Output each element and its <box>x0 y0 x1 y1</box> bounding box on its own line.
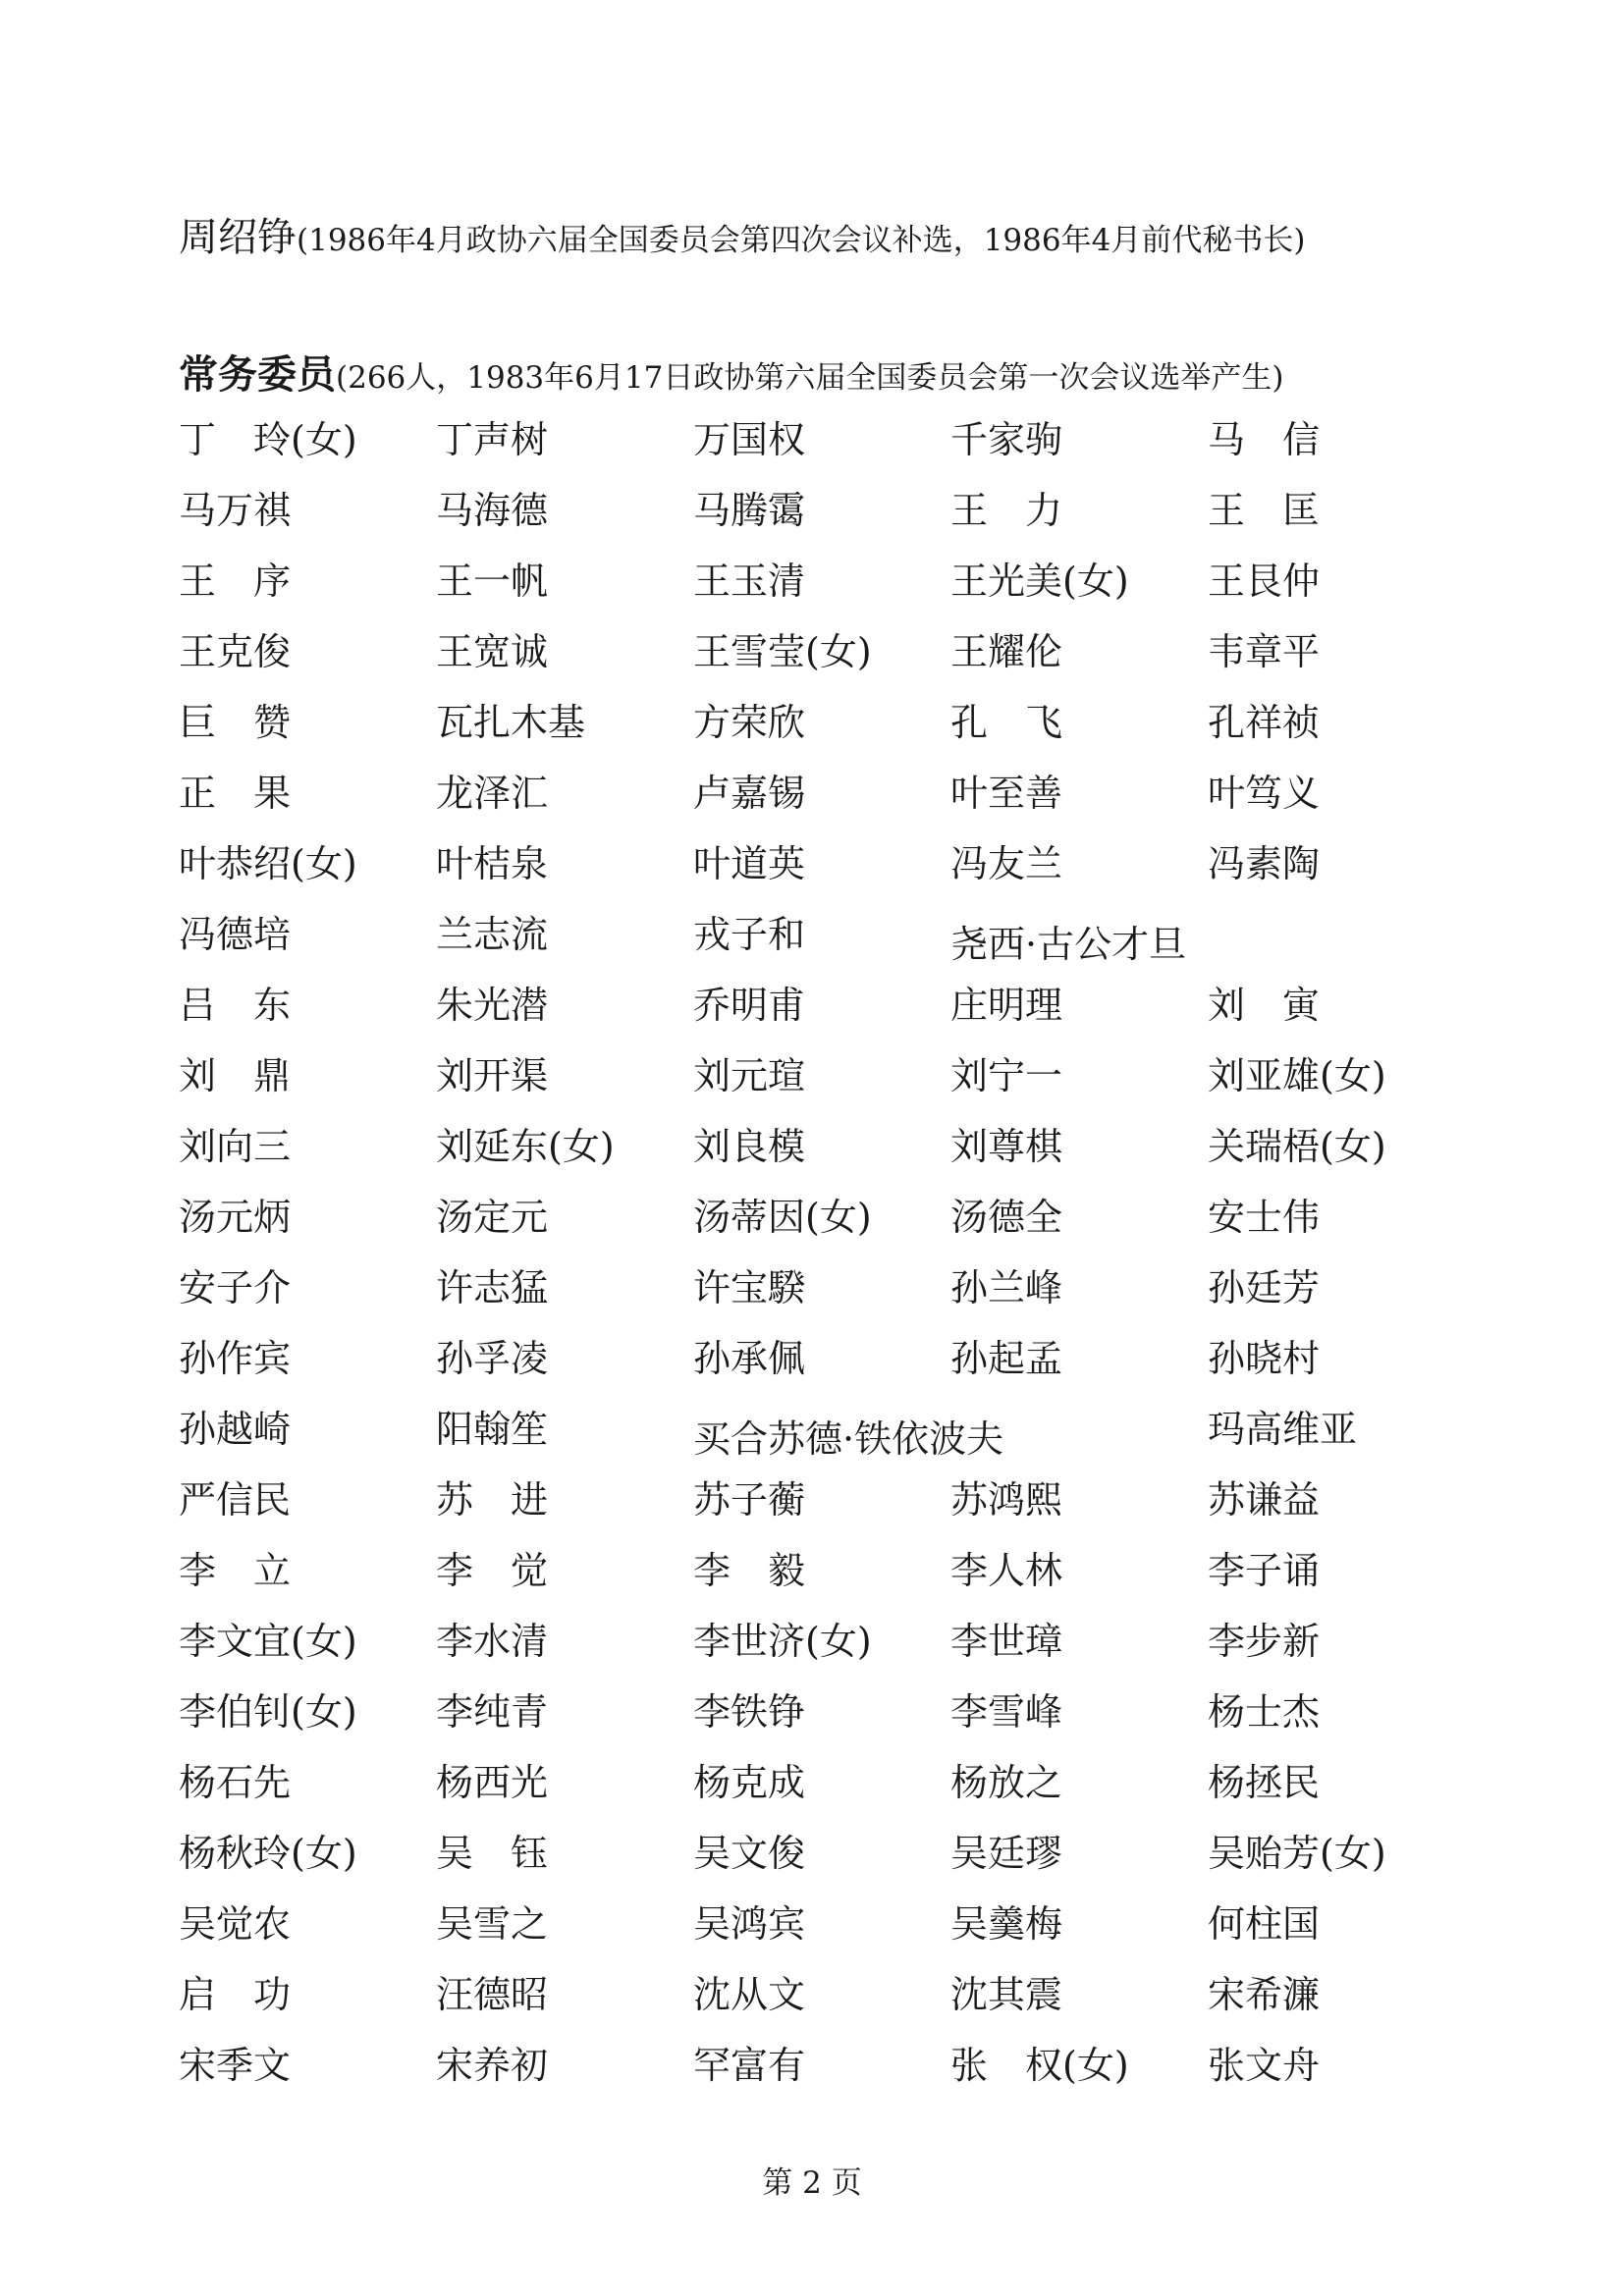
member-name: 马万祺 <box>179 489 292 532</box>
member-name: 宋养初 <box>436 2044 549 2087</box>
member-name: 王一帆 <box>436 560 549 603</box>
member-name: 吴鸿宾 <box>693 1902 806 1946</box>
member-name: 孔祥祯 <box>1208 701 1321 744</box>
member-name: 杨石先 <box>179 1761 292 1804</box>
member-name: 李世济(女) <box>693 1620 872 1663</box>
member-name: 张文舟 <box>1208 2044 1321 2087</box>
member-name: 李步新 <box>1208 1620 1321 1663</box>
member-name: 孙作宾 <box>179 1337 292 1380</box>
member-name: 王宽诚 <box>436 630 549 673</box>
member-name: 杨克成 <box>693 1761 806 1804</box>
member-name: 刘良模 <box>693 1125 806 1168</box>
member-name: 苏鸿熙 <box>950 1478 1063 1522</box>
member-name: 吴文俊 <box>693 1832 806 1875</box>
member-name: 吴雪之 <box>436 1902 549 1946</box>
member-name: 马海德 <box>436 489 549 532</box>
member-name: 叶恭绍(女) <box>179 842 357 885</box>
roster-row <box>179 1535 1475 1606</box>
member-name: 李纯青 <box>436 1690 549 1734</box>
roster-row <box>179 1677 1475 1747</box>
member-name: 刘开渠 <box>436 1054 549 1097</box>
member-name: 吴贻芳(女) <box>1208 1832 1386 1875</box>
member-name: 汪德昭 <box>436 1973 549 2016</box>
roster-row <box>179 1959 1475 2030</box>
member-name: 韦章平 <box>1208 630 1321 673</box>
member-name: 李 毅 <box>693 1549 806 1592</box>
member-name: 杨拯民 <box>1208 1761 1321 1804</box>
member-name: 宋希濂 <box>1208 1973 1321 2016</box>
member-name: 沈从文 <box>693 1973 806 2016</box>
member-name: 苏 进 <box>436 1478 549 1522</box>
member-name: 苏谦益 <box>1208 1478 1321 1522</box>
member-name: 严信民 <box>179 1478 292 1522</box>
roster-row <box>179 1394 1475 1465</box>
roster-row <box>179 2030 1475 2101</box>
secretary-general-line <box>179 208 1305 275</box>
member-name: 卢嘉锡 <box>693 772 806 815</box>
member-name: 王克俊 <box>179 630 292 673</box>
member-name: 瓦扎木基 <box>436 701 586 744</box>
roster-row <box>179 1465 1475 1535</box>
member-name: 孙晓村 <box>1208 1337 1321 1380</box>
member-name: 许志猛 <box>436 1266 549 1309</box>
roster-row <box>179 1182 1475 1253</box>
member-name: 吴廷璆 <box>950 1832 1063 1875</box>
member-roster <box>179 404 1475 2101</box>
member-name: 冯素陶 <box>1208 842 1321 885</box>
member-name: 杨放之 <box>950 1761 1063 1804</box>
member-name: 尧西·古公才旦 <box>950 923 1187 966</box>
member-name: 冯友兰 <box>950 842 1063 885</box>
member-name: 叶桔泉 <box>436 842 549 885</box>
member-name: 孙承佩 <box>693 1337 806 1380</box>
roster-row <box>179 1111 1475 1182</box>
member-name: 王艮仲 <box>1208 560 1321 603</box>
member-name: 李人林 <box>950 1549 1063 1592</box>
member-name: 李文宜(女) <box>179 1620 357 1663</box>
roster-row <box>179 1747 1475 1818</box>
member-name: 张 权(女) <box>950 2044 1129 2087</box>
roster-row <box>179 1818 1475 1889</box>
member-name: 王玉清 <box>693 560 806 603</box>
member-name: 庄明理 <box>950 984 1063 1027</box>
page-number: 第 2 页 <box>762 2165 862 2201</box>
person-note: (1986年4月政协六届全国委员会第四次会议补选，1986年4月前代秘书长) <box>297 223 1306 258</box>
section-heading <box>179 346 1283 412</box>
roster-row <box>179 475 1475 546</box>
member-name: 刘宁一 <box>950 1054 1063 1097</box>
member-name: 汤定元 <box>436 1196 549 1239</box>
member-name: 丁声树 <box>436 418 549 461</box>
roster-row <box>179 546 1475 616</box>
member-name: 刘尊棋 <box>950 1125 1063 1168</box>
member-name: 沈其震 <box>950 1973 1063 2016</box>
member-name: 李 觉 <box>436 1549 549 1592</box>
member-name: 朱光潜 <box>436 984 549 1027</box>
member-name: 关瑞梧(女) <box>1208 1125 1386 1168</box>
roster-row <box>179 687 1475 758</box>
member-name: 吴羹梅 <box>950 1902 1063 1946</box>
member-name: 安士伟 <box>1208 1196 1321 1239</box>
roster-row <box>179 1253 1475 1323</box>
member-name: 王雪莹(女) <box>693 630 872 673</box>
member-name: 李子诵 <box>1208 1549 1321 1592</box>
member-name: 巨 赞 <box>179 701 292 744</box>
roster-row <box>179 1323 1475 1394</box>
member-name: 孙廷芳 <box>1208 1266 1321 1309</box>
member-name: 龙泽汇 <box>436 772 549 815</box>
member-name: 丁 玲(女) <box>179 418 357 461</box>
roster-row <box>179 404 1475 475</box>
member-name: 刘 寅 <box>1208 984 1321 1027</box>
member-name: 许宝騤 <box>693 1266 806 1309</box>
member-name: 杨秋玲(女) <box>179 1832 357 1875</box>
member-name: 汤元炳 <box>179 1196 292 1239</box>
person-name: 周绍铮 <box>179 215 297 260</box>
member-name: 宋季文 <box>179 2044 292 2087</box>
roster-row <box>179 1889 1475 1959</box>
member-name: 马 信 <box>1208 418 1321 461</box>
roster-row <box>179 828 1475 899</box>
member-name: 王 序 <box>179 560 292 603</box>
member-name: 叶笃义 <box>1208 772 1321 815</box>
member-name: 孔 飞 <box>950 701 1063 744</box>
member-name: 刘亚雄(女) <box>1208 1054 1386 1097</box>
member-name: 吴觉农 <box>179 1902 292 1946</box>
member-name: 叶道英 <box>693 842 806 885</box>
member-name: 正 果 <box>179 772 292 815</box>
member-name: 马腾霭 <box>693 489 806 532</box>
member-name: 刘延东(女) <box>436 1125 615 1168</box>
member-name: 何柱国 <box>1208 1902 1321 1946</box>
roster-row <box>179 899 1475 970</box>
roster-row <box>179 970 1475 1041</box>
member-name: 乔明甫 <box>693 984 806 1027</box>
member-name: 兰志流 <box>436 913 549 956</box>
member-name: 吴 钰 <box>436 1832 549 1875</box>
member-name: 万国权 <box>693 418 806 461</box>
member-name: 刘向三 <box>179 1125 292 1168</box>
member-name: 孙兰峰 <box>950 1266 1063 1309</box>
member-name: 安子介 <box>179 1266 292 1309</box>
member-name: 阳翰笙 <box>436 1408 549 1451</box>
roster-row <box>179 1041 1475 1111</box>
roster-row <box>179 758 1475 828</box>
member-name: 李水清 <box>436 1620 549 1663</box>
member-name: 王 匡 <box>1208 489 1321 532</box>
member-name: 李雪峰 <box>950 1690 1063 1734</box>
member-name: 刘 鼎 <box>179 1054 292 1097</box>
member-name: 千家驹 <box>950 418 1063 461</box>
member-name: 李世璋 <box>950 1620 1063 1663</box>
member-name: 方荣欣 <box>693 701 806 744</box>
member-name: 刘元瑄 <box>693 1054 806 1097</box>
member-name: 孙越崎 <box>179 1408 292 1451</box>
member-name: 冯德培 <box>179 913 292 956</box>
member-name: 杨士杰 <box>1208 1690 1321 1734</box>
roster-row <box>179 1606 1475 1677</box>
member-name: 王 力 <box>950 489 1063 532</box>
member-name: 杨西光 <box>436 1761 549 1804</box>
member-name: 戎子和 <box>693 913 806 956</box>
member-name: 李伯钊(女) <box>179 1690 357 1734</box>
member-name: 李 立 <box>179 1549 292 1592</box>
member-name: 启 功 <box>179 1973 292 2016</box>
member-name: 孙孚凌 <box>436 1337 549 1380</box>
section-note: (266人，1983年6月17日政协第六届全国委员会第一次会议选举产生) <box>336 360 1284 396</box>
member-name: 苏子蘅 <box>693 1478 806 1522</box>
member-name: 吕 东 <box>179 984 292 1027</box>
member-name: 孙起孟 <box>950 1337 1063 1380</box>
member-name: 罕富有 <box>693 2044 806 2087</box>
roster-row <box>179 616 1475 687</box>
member-name: 叶至善 <box>950 772 1063 815</box>
member-name: 汤蒂因(女) <box>693 1196 872 1239</box>
section-title: 常务委员 <box>179 352 336 398</box>
member-name: 王光美(女) <box>950 560 1129 603</box>
member-name: 汤德全 <box>950 1196 1063 1239</box>
member-name: 王耀伦 <box>950 630 1063 673</box>
member-name: 玛高维亚 <box>1208 1408 1358 1451</box>
member-name: 买合苏德·铁依波夫 <box>693 1417 1004 1461</box>
member-name: 李铁铮 <box>693 1690 806 1734</box>
